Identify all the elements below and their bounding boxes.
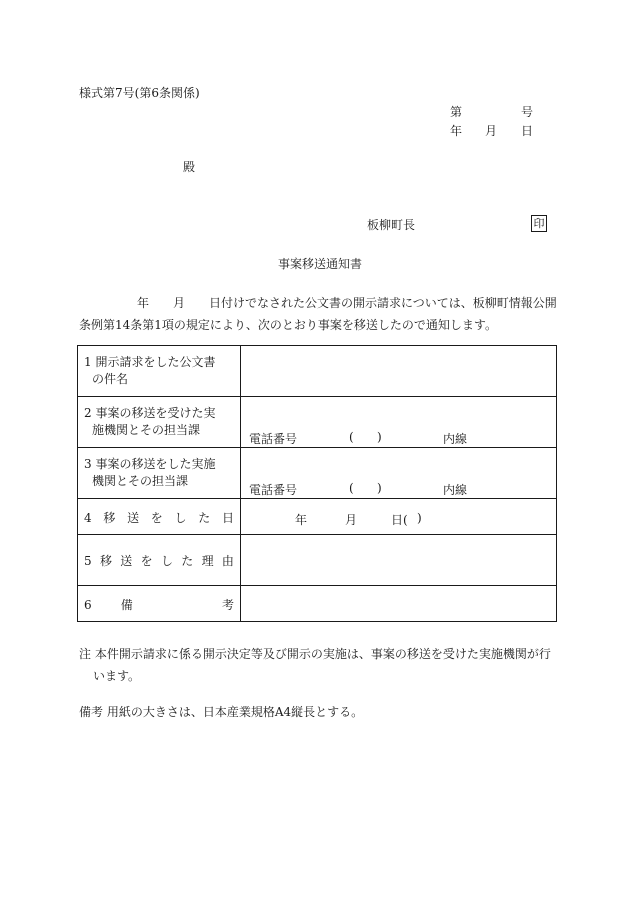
- phone-paren-close: ): [377, 481, 382, 495]
- phone-paren-open: (: [349, 481, 354, 495]
- table-row: [78, 586, 557, 622]
- phone-label: 電話番号: [249, 483, 298, 497]
- transfer-date-year: 年: [295, 513, 308, 527]
- row5-number: 5: [84, 554, 92, 568]
- row-label-transferring-agency: [78, 448, 241, 499]
- row4-char: を: [150, 511, 163, 525]
- row5-char: 移: [99, 554, 112, 568]
- form-number: 様式第7号(第6条関係): [79, 86, 200, 100]
- transfer-date-day: 日(: [391, 513, 408, 527]
- body-line1-text: 日付けでなされた公文書の開示請求については、板柳町情報公開: [209, 296, 557, 310]
- row6-char: 備: [120, 598, 133, 612]
- transfer-reason-field[interactable]: [241, 535, 557, 586]
- phone-paren-close: ): [377, 430, 382, 444]
- row4-char: 送: [127, 511, 140, 525]
- note: [79, 643, 559, 687]
- row6-char: 考: [221, 598, 234, 612]
- document-number-suffix: 号: [521, 105, 534, 119]
- table-row: [78, 535, 557, 586]
- notice-body: [79, 292, 559, 336]
- document-number-prefix: 第: [450, 105, 463, 119]
- transfer-details-table: [77, 345, 557, 622]
- body-month: 月: [173, 296, 186, 310]
- transfer-date-close: ): [417, 511, 422, 525]
- row4-number: 4: [84, 511, 92, 525]
- row1-label-line1: 1 開示請求をした公文書: [84, 355, 216, 369]
- notice-body-line-2: 条例第14条第1項の規定により、次のとおり事案を移送したので通知します。: [79, 318, 497, 332]
- row4-char: し: [174, 511, 187, 525]
- table-row: [78, 448, 557, 499]
- issue-date-day: 日: [521, 124, 534, 138]
- row1-label-line2: の件名: [92, 372, 129, 386]
- receiving-agency-field[interactable]: [241, 397, 557, 448]
- addressee-honorific: 殿: [183, 160, 196, 174]
- issue-date-year: 年: [450, 124, 463, 138]
- paper-size-remark: 備考 用紙の大きさは、日本産業規格A4縦長とする。: [79, 705, 364, 719]
- transferring-agency-phone: [249, 481, 489, 495]
- transfer-date-month: 月: [345, 513, 358, 527]
- transfer-date-field[interactable]: [241, 499, 557, 535]
- table-row: [78, 499, 557, 535]
- phone-label: 電話番号: [249, 432, 298, 446]
- row-label-remarks: [78, 586, 241, 622]
- phone-extension-label: 内線: [443, 432, 468, 446]
- issue-date-line: [0, 125, 630, 139]
- row4-char: た: [198, 511, 211, 525]
- row2-label-line1: 2 事案の移送を受けた実: [84, 406, 216, 420]
- row4-char: 日: [221, 511, 234, 525]
- row3-label-line1: 3 事案の移送をした実施: [84, 457, 216, 471]
- note-line-1: 注 本件開示請求に係る開示決定等及び開示の実施は、事案の移送を受けた実施機関が行: [79, 647, 551, 661]
- phone-extension-label: 内線: [443, 483, 468, 497]
- transferring-agency-field[interactable]: [241, 448, 557, 499]
- row5-char: 理: [201, 554, 214, 568]
- row-label-transfer-reason: [78, 535, 241, 586]
- notice-body-line-1: [79, 292, 559, 314]
- body-year: 年: [137, 296, 150, 310]
- row2-label-line2: 施機関とその担当課: [92, 423, 201, 437]
- note-line-2: います。: [93, 669, 141, 683]
- row-label-transfer-date: [78, 499, 241, 535]
- row-label-receiving-agency: [78, 397, 241, 448]
- sender-name: 板柳町長: [367, 218, 416, 232]
- row4-char: 移: [103, 511, 116, 525]
- row5-char: 送: [120, 554, 133, 568]
- remarks-field[interactable]: [241, 586, 557, 622]
- table-row: [78, 397, 557, 448]
- transfer-date-line: [241, 511, 541, 525]
- row5-char: を: [140, 554, 153, 568]
- document-title: 事案移送通知書: [278, 257, 363, 271]
- row5-char: し: [160, 554, 173, 568]
- phone-paren-open: (: [349, 430, 354, 444]
- row5-char: た: [181, 554, 194, 568]
- row5-char: 由: [221, 554, 234, 568]
- row3-label-line2: 機関とその担当課: [92, 474, 189, 488]
- document-name-field[interactable]: [241, 346, 557, 397]
- table-row: [78, 346, 557, 397]
- receiving-agency-phone: [249, 430, 489, 444]
- seal-stamp: 印: [531, 215, 547, 232]
- row-label-document-name: [78, 346, 241, 397]
- issue-date-month: 月: [485, 124, 498, 138]
- row6-number: 6: [84, 598, 92, 612]
- document-number-line: [0, 106, 630, 120]
